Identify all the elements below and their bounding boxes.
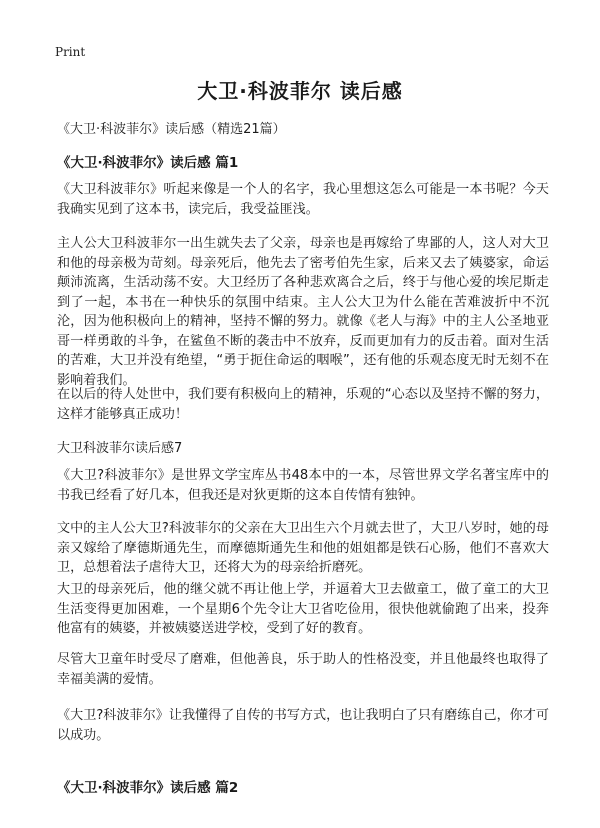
subsection-label: 大卫科波菲尔读后感7 <box>57 441 183 456</box>
document-subtitle: 《大卫·科波菲尔》读后感（精选21篇） <box>57 122 286 137</box>
paragraph-7: 尽管大卫童年时受尽了磨难，但他善良，乐于助人的性格没变，并且他最终也取得了幸福美满的爱情。 <box>57 652 549 687</box>
paragraph-8: 《大卫?科波菲尔》让我懂得了自传的书写方式，也让我明白了只有磨练自己，你才可以成功。 <box>57 708 549 743</box>
section-heading-1: 《大卫·科波菲尔》读后感 篇1 <box>57 155 239 171</box>
paragraph-1: 《大卫科波菲尔》听起来像是一个人的名字，我心里想这怎么可能是一本书呢？今天我确实见到了这本书，读完后，我受益匪浅。 <box>57 182 549 217</box>
print-link[interactable]: Print <box>55 45 86 59</box>
paragraph-6: 大卫的母亲死后，他的继父就不再让他上学，并逼着大卫去做童工，做了童工的大卫生活变得更加困难，一个星期6个先令让大卫省吃俭用，很快他就偷跑了出来，投奔他富有的姨婆，并被姨婆送进学校，受到了好的教育。 <box>57 582 549 636</box>
paragraph-3: 在以后的待人处世中，我们要有积极向上的精神，乐观的“心态以及坚持不懈的努力，这样才能够真正成功！ <box>57 387 549 422</box>
paragraph-5: 文中的主人公大卫?科波菲尔的父亲在大卫出生六个月就去世了，大卫八岁时，她的母亲又嫁给了摩德斯通先生，而摩德斯通先生和他的姐姐都是铁石心肠，他们不喜欢大卫，总想着法子虐待大卫，还将大为的母亲给折磨死。 <box>57 521 549 575</box>
page-title: 大卫·科波菲尔 读后感 <box>197 79 403 103</box>
paragraph-4: 《大卫?科波菲尔》是世界文学宝库丛书48本中的一本，尽管世界文学名著宝库中的书我已经看了好几本，但我还是对狄更斯的这本自传情有独钟。 <box>57 468 549 503</box>
section-heading-2: 《大卫·科波菲尔》读后感 篇2 <box>57 780 239 796</box>
paragraph-2: 主人公大卫科波菲尔一出生就失去了父亲，母亲也是再嫁给了卑鄙的人，这人对大卫和他的母亲极为苛刻。母亲死后，他先去了密考伯先生家，后来又去了姨婆家，命运颠沛流离，生活动荡不安。大卫经历了各种悲欢离合之后，终于与他心爱的埃尼斯走到了一起，本书在一种快乐的氛围中结束。主人公大卫为什么能在苦难波折中不沉沦，因为他积极向上的精神，坚持不懈的努力。就像《老人与海》中的主人公圣地亚哥一样勇敢的斗争，在鲨鱼不断的袭击中不放弃，反而更加有力的反击着。面对生活的苦难，大卫并没有绝望，“勇于扼住命运的咽喉”，还有他的乐观态度无时无刻不在影响着我们。 <box>57 236 549 388</box>
